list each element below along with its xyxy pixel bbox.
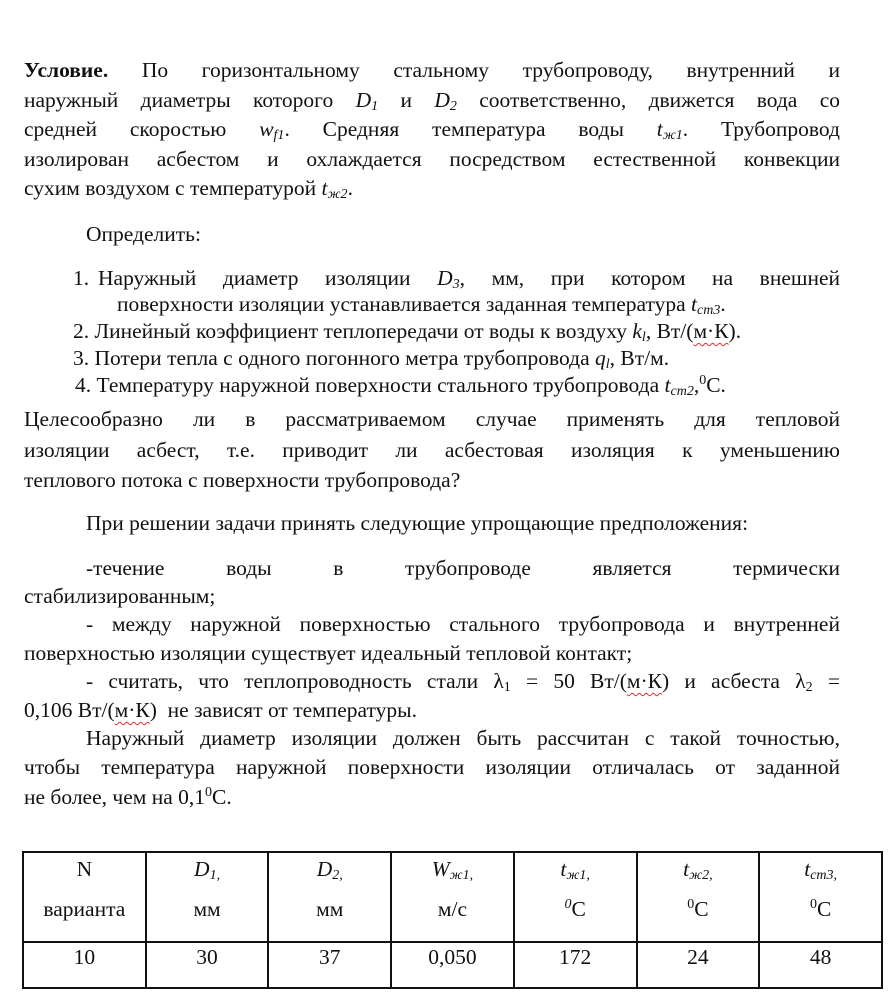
- condition-line-3: средней скоростью $w_{f1}$. Средняя температура воды $t_{ж1}$. Трубопровод: [24, 117, 840, 143]
- assumption-2-line-2: поверхностью изоляции существует идеальный тепловой контакт;: [24, 641, 633, 665]
- determine-item-1-cont: поверхности изоляции устанавливается заданная температура $t_{ст3}$.: [117, 292, 726, 318]
- condition-line-1: Условие. По горизонтальному стальному трубопроводу, внутренний и: [24, 58, 840, 82]
- spellcheck-unit-mk: м·К: [626, 669, 663, 693]
- header-t-zh1: $t_{ж1,}$ $^0$С: [514, 852, 637, 942]
- question-line-3: теплового потока с поверхности трубопровода?: [24, 468, 461, 492]
- header-t-st3: $t_{ст3,}$ $^0$С: [759, 852, 882, 942]
- condition-line-5: сухим воздухом с температурой $t_{ж2}$.: [24, 176, 353, 202]
- spellcheck-unit-mk: м·К: [114, 698, 150, 722]
- header-D2: $D_{2,}$ мм: [268, 852, 391, 942]
- condition-label: Условие.: [24, 58, 109, 82]
- condition-line-2: наружный диаметры которого $D_1$ и $D_2$ соответственно, движется вода со: [24, 88, 840, 114]
- header-t-zh2: $t_{ж2,}$ $^0$С: [637, 852, 760, 942]
- assumption-3-line-1: - считать, что теплопроводность стали $\lambda_1 = 50$ Вт/(м·К) и асбеста $\lambda_2$ =: [86, 669, 840, 695]
- condition-line-4: изолирован асбестом и охлаждается посредством естественной конвекции: [24, 147, 840, 171]
- var-w-f1: $w_{f1}$: [259, 117, 285, 143]
- determine-item-3: 3. Потери тепла с одного погонного метра трубопровода $q_l$, Вт/м.: [73, 346, 670, 372]
- assumption-2-line-1: - между наружной поверхностью стального трубопровода и внутренней: [86, 612, 840, 636]
- var-t-zh1: $t_{ж1}$: [656, 117, 683, 143]
- header-W-zh1: $W_{ж1,}$ м/с: [391, 852, 514, 942]
- cell-D1: 30: [146, 942, 269, 988]
- determine-heading: Определить:: [86, 222, 201, 246]
- cell-t-zh1: 172: [514, 942, 637, 988]
- spellcheck-unit-mk: м·К: [693, 319, 729, 343]
- cell-W-zh1: 0,050: [391, 942, 514, 988]
- precision-line-1: Наружный диаметр изоляции должен быть рассчитан с такой точностью,: [86, 726, 840, 750]
- cell-D2: 37: [268, 942, 391, 988]
- table-row: [23, 942, 882, 988]
- var-D2: $D_2$: [434, 88, 457, 114]
- determine-item-1: Наружный диаметр изоляции $D_3$, мм, при котором на внешней: [98, 266, 840, 292]
- header-D1: $D_{1,}$ мм: [146, 852, 269, 942]
- cell-t-st3: 48: [759, 942, 882, 988]
- cell-variant: 10: [23, 942, 146, 988]
- question-line-1: Целесообразно ли в рассматриваемом случае применять для тепловой: [24, 407, 840, 431]
- determine-item-1-number: 1.: [73, 266, 90, 290]
- question-line-2: изоляции асбест, т.е. приводит ли асбестовая изоляция к уменьшению: [24, 438, 840, 462]
- assumption-1-line-1: -течение воды в трубопроводе является термически: [86, 556, 840, 580]
- assumption-1-line-2: стабилизированным;: [24, 584, 216, 608]
- var-D1: $D_1$: [355, 88, 379, 114]
- assumption-3-line-2: 0,106 Вт/(м·К) не зависят от температуры.: [24, 698, 417, 722]
- cell-t-zh2: 24: [637, 942, 760, 988]
- precision-line-3: не более, чем на $0,1^0С$.: [24, 785, 232, 809]
- table-header-row: [23, 852, 882, 942]
- header-variant: N варианта: [23, 852, 146, 942]
- determine-item-4: 4. Температуру наружной поверхности стального трубопровода $t_{ст2},^0С$.: [75, 373, 726, 399]
- variant-data-table: [22, 851, 883, 989]
- var-t-zh2: $t_{ж2}$: [321, 176, 348, 202]
- assumptions-heading: При решении задачи принять следующие упрощающие предположения:: [86, 511, 749, 535]
- precision-line-2: чтобы температура наружной поверхности изоляции отличалась от заданной: [24, 755, 840, 779]
- determine-item-2: 2. Линейный коэффициент теплопередачи от воды к воздуху $k_l$, Вт/(м·К).: [73, 319, 742, 345]
